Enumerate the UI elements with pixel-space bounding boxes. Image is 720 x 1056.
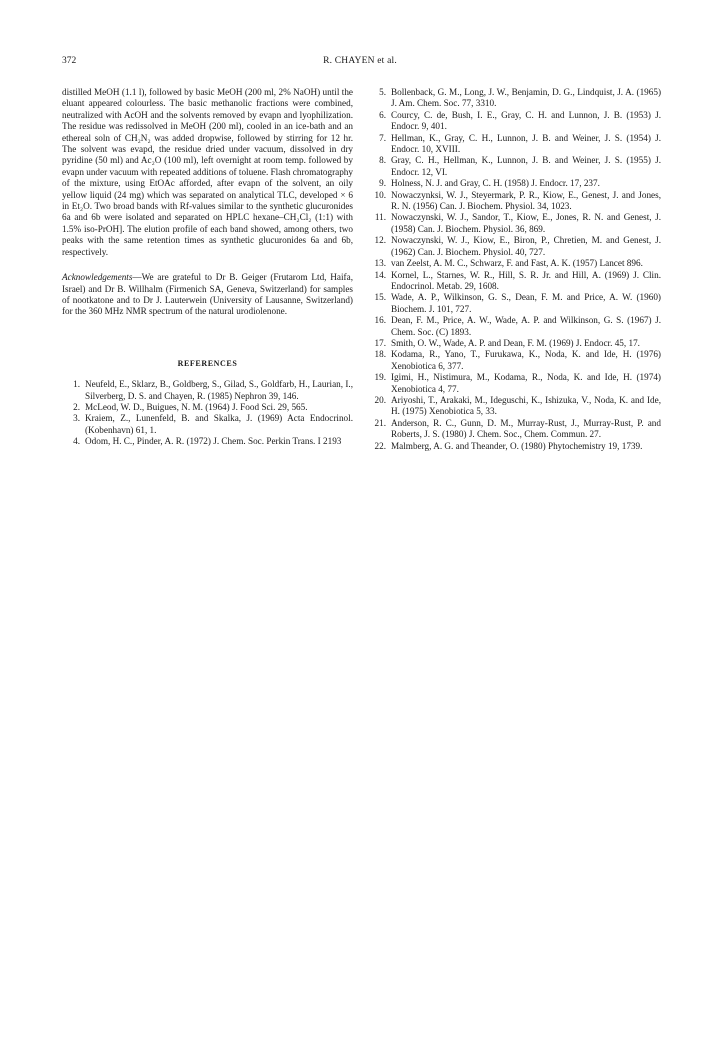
reference-text: Kornel, L., Starnes, W. R., Hill, S. R. Jr. and Hill, A. (1969) J. Clin. Endocrinol. Metab. 29, 1608.	[391, 269, 661, 291]
reference-item	[367, 395, 661, 418]
reference-number: 3.	[73, 413, 80, 424]
reference-text: Hellman, K., Gray, C. H., Lunnon, J. B. and Weiner, J. S. (1954) J. Endocr. 10, XVIII.	[391, 132, 661, 155]
reference-text: van Zeelst, A. M. C., Schwarz, F. and Fast, A. K. (1957) Lancet 896.	[391, 258, 643, 269]
reference-item	[367, 212, 661, 235]
reference-text: Malmberg, A. G. and Theander, O. (1980) Phytochemistry 19, 1739.	[391, 440, 643, 451]
reference-item	[62, 413, 353, 436]
reference-number: 13.	[374, 258, 386, 269]
reference-number: 5.	[379, 87, 386, 97]
reference-item	[367, 292, 661, 315]
reference-number: 15.	[374, 292, 386, 303]
reference-item	[367, 338, 661, 349]
reference-text: Odom, H. C., Pinder, A. R. (1972) J. Chem. Soc. Perkin Trans. I 2193	[85, 436, 342, 447]
reference-item	[367, 178, 661, 189]
references-heading: REFERENCES	[177, 358, 238, 368]
reference-item	[367, 235, 661, 258]
reference-number: 6.	[379, 109, 386, 120]
reference-number: 18.	[374, 349, 386, 360]
reference-text: Nowaczynski, W. J., Sandor, T., Kiow, E., Jones, R. N. and Genest, J. (1958) Can. J. Biochem. Physiol. 36, 869.	[391, 212, 661, 234]
reference-item	[367, 155, 661, 178]
reference-text: Holness, N. J. and Gray, C. H. (1958) J. Endocr. 17, 237.	[391, 178, 600, 189]
reference-text: Anderson, R. C., Gunn, D. M., Murray-Rust, J., Murray-Rust, P. and Roberts, J. S. (1980) J. Chem. Soc., Chem. Commun. 27.	[391, 417, 661, 440]
reference-text: Nowaczynksi, W. J., Steyermark, P. R., Kiow, E., Genest, J. and Jones, R. N. (1956) Can. J. Biochem. Physiol. 34, 1023.	[391, 189, 661, 212]
reference-text: Gray, C. H., Hellman, K., Lunnon, J. B. and Weiner, J. S. (1955) J. Endocr. 12, VI.	[391, 155, 661, 177]
reference-text: McLeod, W. D., Buigues, N. M. (1964) J. Food Sci. 29, 565.	[85, 401, 308, 412]
reference-text: Igimi, H., Nistimura, M., Kodama, R., Noda, K. and Ide, H. (1974) Xenobiotica 4, 77.	[391, 372, 661, 394]
reference-number: 2.	[73, 401, 80, 412]
reference-text: Nowaczynski, W. J., Kiow, E., Biron, P., Chretien, M. and Genest, J. (1962) Can. J. Biochem. Physiol. 40, 727.	[391, 235, 661, 257]
reference-text: Bollenback, G. M., Long, J. W., Benjamin, D. G., Lindquist, J. A. (1965) J. Am. Chem. Soc. 77, 3310.	[391, 87, 661, 109]
reference-item	[367, 258, 661, 269]
reference-item	[367, 349, 661, 372]
acknowledgements-text: —We are grateful to Dr B. Geiger (Frutarom Ltd, Haifa, Israel) and Dr B. Willhalm (Firmenich SA, Geneva, Switzerland) for samples of nootkatone and to Dr J. Lauterwein (University of Lausanne, Switzerland) for the 360 MHz NMR spectrum of the natural urodiolenone.	[62, 272, 353, 317]
reference-item	[62, 379, 353, 402]
reference-number: 10.	[374, 189, 386, 200]
reference-text: Kraiem, Z., Lunenfeld, B. and Skalka, J. (1969) Acta Endocrinol. (Kobenhavn) 61, 1.	[85, 413, 353, 435]
reference-item	[367, 110, 661, 133]
reference-number: 16.	[374, 315, 386, 326]
reference-item	[367, 315, 661, 338]
reference-number: 8.	[379, 155, 386, 166]
reference-item	[62, 436, 353, 447]
reference-text: Dean, F. M., Price, A. W., Wade, A. P. and Wilkinson, G. S. (1967) J. Chem. Soc. (C) 1893.	[391, 315, 661, 337]
reference-item	[367, 190, 661, 213]
reference-item	[367, 87, 661, 110]
reference-number: 9.	[379, 178, 386, 189]
reference-text: Wade, A. P., Wilkinson, G. S., Dean, F. M. and Price, A. W. (1960) Biochem. J. 101, 727.	[391, 292, 661, 314]
reference-number: 1.	[73, 379, 80, 390]
references-list-left	[62, 379, 353, 447]
reference-item	[367, 418, 661, 441]
reference-number: 12.	[374, 235, 386, 246]
acknowledgements	[62, 272, 353, 318]
left-column	[62, 87, 353, 448]
reference-number: 19.	[374, 372, 386, 383]
reference-text: Courcy, C. de, Bush, I. E., Gray, C. H. and Lunnon, J. B. (1953) J. Endocr. 9, 401.	[391, 109, 661, 132]
reference-number: 17.	[374, 337, 386, 348]
reference-item	[367, 270, 661, 293]
reference-number: 21.	[374, 417, 386, 428]
references-list-right	[367, 87, 661, 452]
reference-number: 4.	[73, 436, 80, 447]
body-paragraph: distilled MeOH (1.1 l), followed by basic MeOH (200 ml, 2% NaOH) until the eluant appeared colourless. The basic methanolic fractions were combined, neutralized with AcOH and the solvents removed by evapn and lyophilization. The residue was redissolved in MeOH (200 ml), cooled in an ice-bath and an ethereal soln of CH₂N₂ was added dropwise, followed by stirring for 12 hr. The solvent was evapd, the residue dried under vacuum, dissolved in dry pyridine (50 ml) and Ac₂O (100 ml), left overnight at room temp. followed by evapn under vacuum with repeated additions of toluene. Flash chromatography of the mixture, using EtOAc afforded, after evapn of the solvent, an oily yellow liquid (24 mg) which was separated on analytical TLC, developed × 6 in Et₂O. Two broad bands with Rf-values similar to the synthetic glucuronides 6a and 6b were isolated and separated on HPLC hexane–CH₂Cl₂ (1:1) with 1.5% iso-PrOH]. The elution profile of each band showed, among others, two peaks with the same retention times as synthetic glucuronides 6a and 6b, respectively.	[62, 87, 353, 257]
reference-item	[367, 133, 661, 156]
reference-text: Ariyoshi, T., Arakaki, M., Ideguschi, K., Ishizuka, V., Noda, K. and Ide, H. (1975) Xenobiotica 5, 33.	[391, 394, 661, 417]
acknowledgements-label: Acknowledgements	[62, 272, 133, 283]
page-number: 372	[62, 56, 77, 66]
reference-number: 22.	[374, 440, 386, 451]
reference-number: 20.	[374, 394, 386, 405]
reference-number: 14.	[374, 269, 386, 280]
running-title: R. CHAYEN et al.	[323, 56, 397, 66]
right-column	[367, 87, 661, 452]
reference-item	[367, 441, 661, 452]
reference-text: Smith, O. W., Wade, A. P. and Dean, F. M. (1969) J. Endocr. 45, 17.	[391, 337, 640, 348]
reference-number: 11.	[374, 212, 386, 223]
reference-text: Kodama, R., Yano, T., Furukawa, K., Noda, K. and Ide, H. (1976) Xenobiotica 6, 377.	[391, 349, 661, 371]
reference-text: Neufeld, E., Sklarz, B., Goldberg, S., Gilad, S., Goldfarb, H., Laurian, I., Silverberg, D. S. and Chayen, R. (1985) Nephron 39, 146.	[85, 379, 354, 401]
reference-item	[367, 372, 661, 395]
reference-item	[62, 402, 353, 413]
reference-number: 7.	[379, 132, 386, 143]
